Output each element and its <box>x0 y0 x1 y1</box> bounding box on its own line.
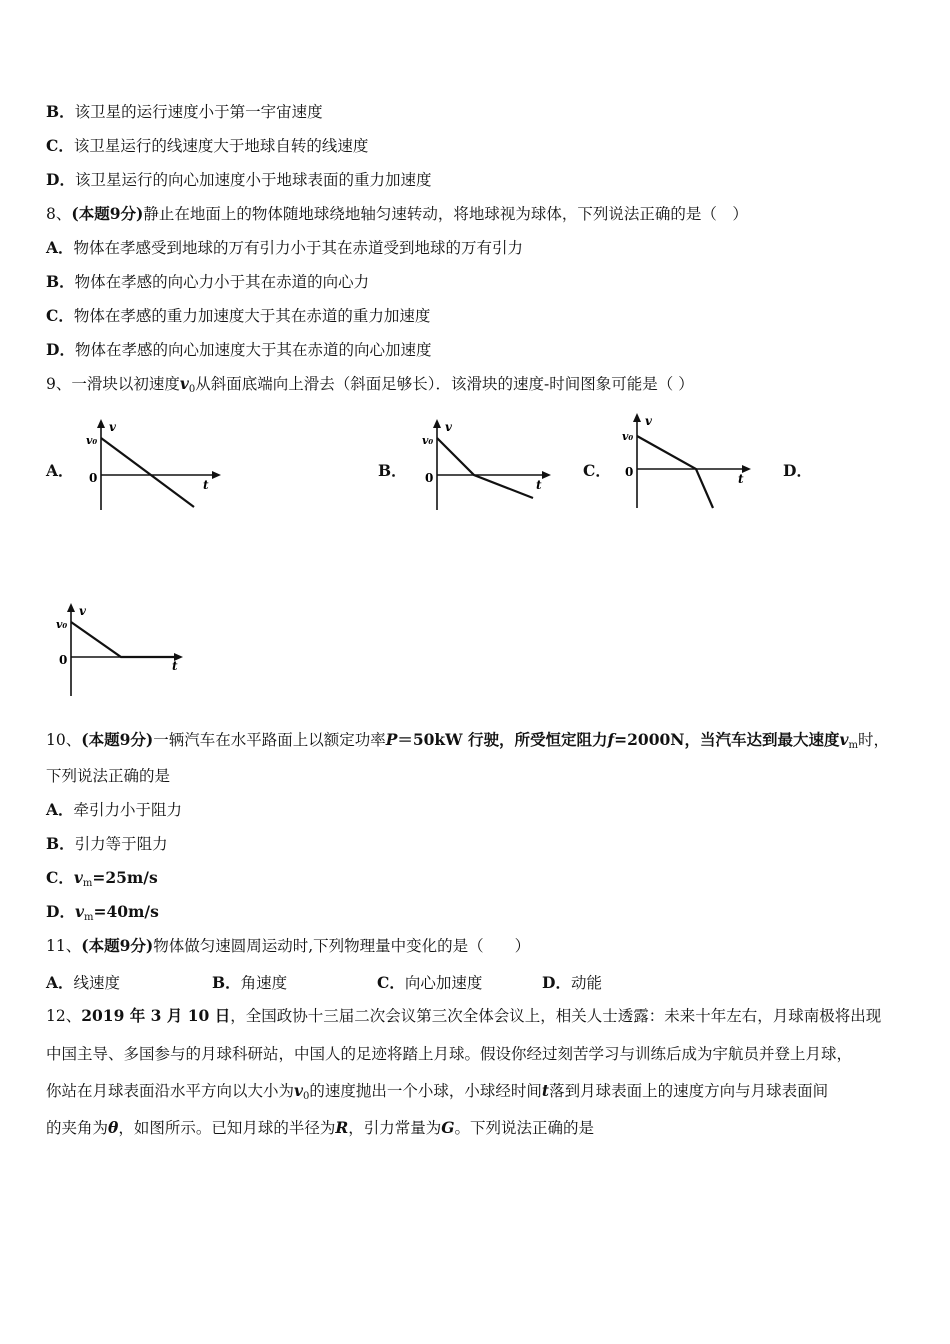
math-r: R <box>335 1118 349 1137</box>
option-label: B． <box>46 102 75 121</box>
math-v: v <box>74 902 84 921</box>
question-text: ，如图所示。已知月球的半径为 <box>118 1119 336 1137</box>
y-axis-arrow <box>433 419 441 428</box>
math-subscript: m <box>82 878 93 889</box>
velocity-line <box>437 438 533 498</box>
math-subscript: m <box>83 912 94 923</box>
x-label: t <box>172 659 178 673</box>
x-label: t <box>203 478 209 492</box>
y-label: v <box>79 604 86 618</box>
q8-option-b <box>46 271 369 293</box>
option-text: 该卫星的运行速度小于第一宇宙速度 <box>74 103 323 121</box>
option-text: 物体在孝感的重力加速度大于其在赤道的重力加速度 <box>73 307 431 325</box>
q11-option-a <box>46 971 120 993</box>
q11-option-c <box>377 971 482 993</box>
x-label: t <box>738 472 744 486</box>
question-number: 12、 <box>46 1007 82 1025</box>
y-axis-arrow <box>67 603 75 612</box>
graph-d-label: D． <box>783 461 812 480</box>
v0-label: v₀ <box>622 430 634 443</box>
option-label: A． <box>46 238 74 257</box>
option-label: D． <box>46 170 75 189</box>
question-text: ，引力常量为 <box>348 1119 442 1137</box>
origin-label: 0 <box>89 471 98 485</box>
question-number: 10、 <box>46 731 82 749</box>
q8-stem <box>46 203 748 225</box>
option-label: C． <box>46 306 74 325</box>
velocity-line <box>71 622 174 657</box>
v0-label: v₀ <box>56 618 68 631</box>
y-axis-arrow <box>633 413 641 422</box>
option-text: 牵引力小于阻力 <box>73 801 183 819</box>
question-number: 9、 <box>46 375 72 393</box>
x-label: t <box>536 478 542 492</box>
math-f: f <box>607 730 615 749</box>
graph-a <box>82 418 227 514</box>
option-label: A． <box>46 800 74 819</box>
q10-stem-line2: 下列说法正确的是 <box>46 767 171 785</box>
option-label: C． <box>377 973 405 992</box>
q10-option-c <box>46 867 158 895</box>
math-v: v <box>73 868 83 887</box>
question-text: 。下列说法正确的是 <box>454 1119 595 1137</box>
q10-option-d <box>46 901 159 929</box>
option-text: =40m/s <box>93 902 159 921</box>
question-text: 的夹角为 <box>46 1119 109 1137</box>
y-label: v <box>645 414 652 428</box>
q7-option-b <box>46 101 323 123</box>
option-label: D． <box>46 902 75 921</box>
q7-option-c <box>46 135 368 157</box>
v0-label: v₀ <box>86 434 98 447</box>
graph-b <box>418 418 563 514</box>
q10-option-a <box>46 799 182 821</box>
q10-option-b <box>46 833 168 855</box>
question-date: 2019 年 3 月 10 日 <box>81 1006 231 1025</box>
math-p: P <box>385 730 398 749</box>
graph-a-label: A． <box>46 461 74 480</box>
option-text: 物体在孝感的向心力小于其在赤道的向心力 <box>74 273 370 291</box>
option-label: A． <box>46 973 74 992</box>
question-text: 静止在地面上的物体随地球绕地轴匀速转动，将地球视为球体，下列说法正确的是（ ） <box>143 205 748 223</box>
graph-c-label: C． <box>583 461 611 480</box>
question-text: 的速度抛出一个小球，小球经时间 <box>309 1082 542 1100</box>
question-text: 一辆汽车在水平路面上以额定功率 <box>153 731 386 749</box>
option-label: D． <box>46 340 75 359</box>
question-text: 你站在月球表面沿水平方向以大小为 <box>46 1082 295 1100</box>
q8-option-d <box>46 339 431 361</box>
option-text: 该卫星运行的向心加速度小于地球表面的重力加速度 <box>74 171 432 189</box>
option-text: 线速度 <box>73 974 121 992</box>
question-text: 时， <box>857 731 889 749</box>
option-label: D． <box>542 973 571 992</box>
q9-stem <box>46 373 694 401</box>
question-text: ，全国政协十三届二次会议第三次全体会议上，相关人士透露：未来十年左右，月球南极将出现 <box>230 1007 882 1025</box>
question-tag: (本题9分) <box>81 936 154 955</box>
question-number: 8、 <box>46 205 72 223</box>
question-text: 从斜面底端向上滑去（斜面足够长）．该滑块的速度-时间图象可能是（ ） <box>195 375 694 393</box>
math-theta: θ <box>108 1118 119 1137</box>
origin-label: 0 <box>59 653 68 667</box>
option-text: 物体在孝感的向心加速度大于其在赤道的向心加速度 <box>74 341 432 359</box>
math-v: v <box>839 730 849 749</box>
origin-label: 0 <box>625 465 634 479</box>
option-text: 引力等于阻力 <box>74 835 168 853</box>
option-text: 该卫星运行的线速度大于地球自转的线速度 <box>73 137 369 155</box>
option-label: C． <box>46 136 74 155</box>
option-text: 物体在孝感受到地球的万有引力小于其在赤道受到地球的万有引力 <box>73 239 524 257</box>
x-axis-arrow <box>212 471 221 479</box>
math-v: v <box>294 1081 304 1100</box>
option-text: =25m/s <box>92 868 158 887</box>
q10-stem <box>46 729 889 757</box>
x-axis-arrow <box>542 471 551 479</box>
q11-stem <box>46 935 530 957</box>
origin-label: 0 <box>425 471 434 485</box>
q8-option-c <box>46 305 430 327</box>
question-tag: (本题9分) <box>81 730 154 749</box>
math-t: t <box>541 1081 550 1100</box>
question-text: =2000N，当汽车达到最大速度 <box>614 730 840 749</box>
q11-option-d <box>542 971 602 993</box>
question-number: 11、 <box>46 937 82 955</box>
velocity-line <box>101 438 194 507</box>
graph-b-label: B． <box>378 461 407 480</box>
y-label: v <box>445 420 452 434</box>
q7-option-d <box>46 169 431 191</box>
math-v: v <box>179 374 189 393</box>
q12-line3 <box>46 1080 828 1108</box>
q8-option-a <box>46 237 523 259</box>
graph-d <box>52 600 197 700</box>
v0-label: v₀ <box>422 434 434 447</box>
q12-line2: 中国主导、多国参与的月球科研站，中国人的足迹将踏上月球。假设你经过刻苦学习与训练后成为宇航员并登上月球， <box>46 1045 853 1063</box>
math-subscript: 0 <box>188 384 196 395</box>
math-g: G <box>441 1118 455 1137</box>
question-text: 一滑块以初速度 <box>71 375 180 393</box>
question-text: 物体做匀速圆周运动时,下列物理量中变化的是（ ） <box>153 937 531 955</box>
option-label: C． <box>46 868 74 887</box>
q12-line4 <box>46 1117 594 1139</box>
graph-c <box>618 412 763 512</box>
option-label: B． <box>212 973 241 992</box>
option-text: 角速度 <box>240 974 288 992</box>
y-axis-arrow <box>97 419 105 428</box>
q11-option-b <box>212 971 287 993</box>
option-label: B． <box>46 272 75 291</box>
option-text: 动能 <box>570 974 602 992</box>
question-text: ＝50kW 行驶，所受恒定阻力 <box>397 730 608 749</box>
question-text: 落到月球表面上的速度方向与月球表面间 <box>549 1082 829 1100</box>
option-text: 向心加速度 <box>404 974 483 992</box>
math-subscript: m <box>848 740 858 751</box>
option-label: B． <box>46 834 75 853</box>
question-tag: (本题9分) <box>71 204 144 223</box>
math-subscript: 0 <box>303 1091 310 1102</box>
velocity-line <box>637 436 713 508</box>
y-label: v <box>109 420 116 434</box>
q12-line1 <box>46 1005 881 1027</box>
